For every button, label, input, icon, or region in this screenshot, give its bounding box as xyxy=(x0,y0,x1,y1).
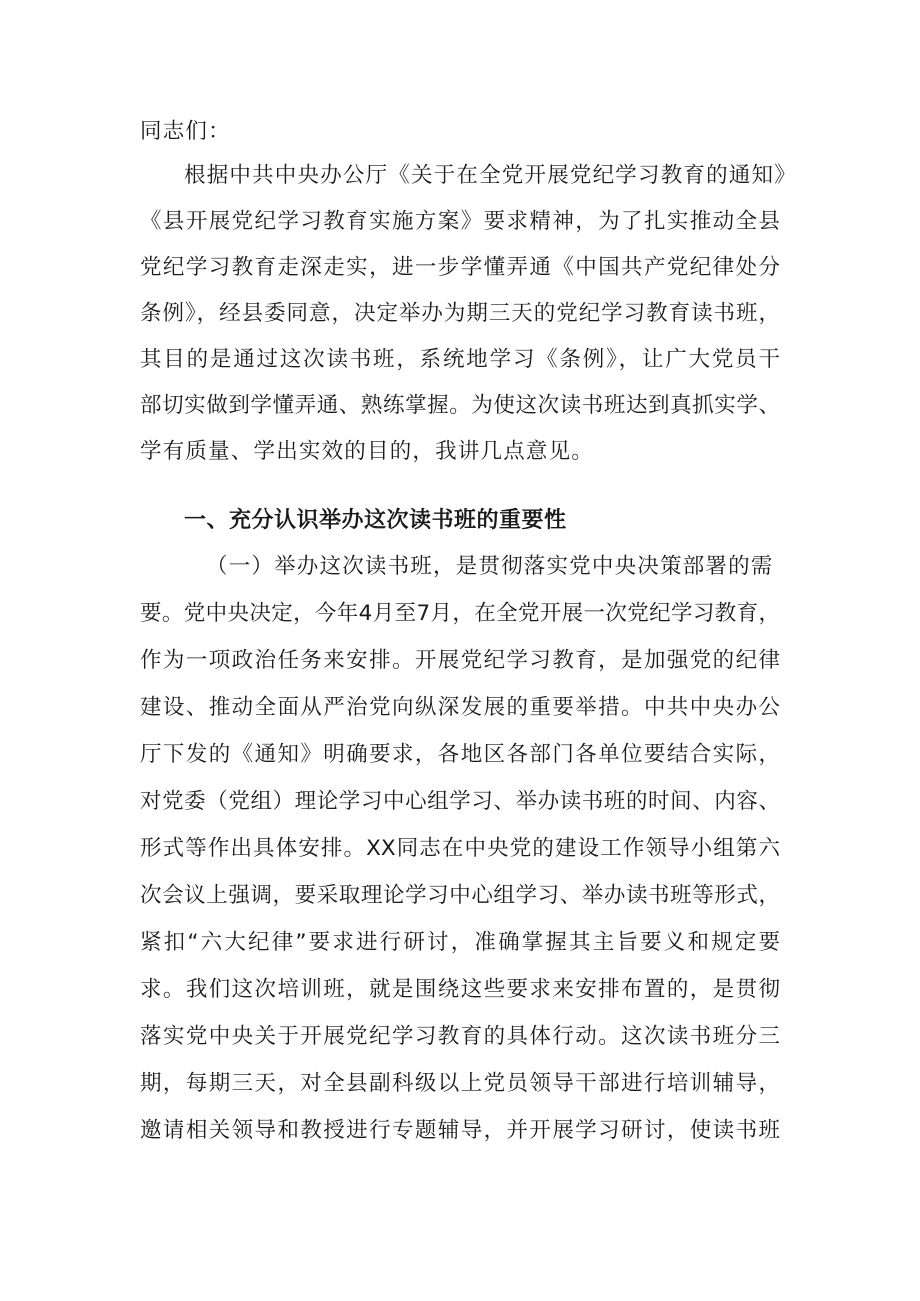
intro-line-4: 条例》，经县委同意，决定举办为期三天的党纪学习教育读书班， xyxy=(140,301,780,326)
section-1-1-line-8: 次会议上强调，要采取理论学习中心组学习、举办读书班等形式， xyxy=(140,883,780,908)
intro-line-5: 其目的是通过这次读书班，系统地学习《条例》，让广大党员干 xyxy=(140,347,780,372)
section-1-1-line-2: 要。党中央决定，今年4月至7月，在全党开展一次党纪学习教育， xyxy=(140,601,780,626)
intro-line-7: 学有质量、学出实效的目的，我讲几点意见。 xyxy=(140,439,595,464)
section-1-1-line-3: 作为一项政治任务来安排。开展党纪学习教育，是加强党的纪律 xyxy=(140,648,780,673)
section-1-1-line-7: 形式等作出具体安排。XX同志在中央党的建设工作领导小组第六 xyxy=(140,836,780,861)
intro-line-3: 党纪学习教育走深走实，进一步学懂弄通《中国共产党纪律处分 xyxy=(140,255,780,280)
intro-line-1: 根据中共中央办公厅《关于在全党开展党纪学习教育的通知》 xyxy=(184,163,797,188)
section-1-1-line-6: 对党委（党组）理论学习中心组学习、举办读书班的时间、内容、 xyxy=(140,789,780,814)
section-heading-1: 一、充分认识举办这次读书班的重要性 xyxy=(184,508,567,533)
section-1-1-line-9: 紧扣“六大纪律”要求进行研讨，准确掌握其主旨要义和规定要 xyxy=(140,930,780,955)
intro-line-6: 部切实做到学懂弄通、熟练掌握。为使这次读书班达到真抓实学、 xyxy=(140,393,780,418)
section-1-1-line-10: 求。我们这次培训班，就是围绕这些要求来安排布置的，是贯彻 xyxy=(140,977,780,1002)
section-1-1-line-1: （一）举办这次读书班，是贯彻落实党中央决策部署的需 xyxy=(206,554,774,579)
intro-line-2: 《县开展党纪学习教育实施方案》要求精神，为了扎实推动全县 xyxy=(140,209,780,234)
section-1-1-line-11: 落实党中央关于开展党纪学习教育的具体行动。这次读书班分三 xyxy=(140,1024,780,1049)
section-1-1-line-13: 邀请相关领导和教授进行专题辅导，并开展学习研讨，使读书班 xyxy=(140,1118,780,1143)
salutation: 同志们： xyxy=(140,119,231,144)
section-1-1-line-5: 厅下发的《通知》明确要求，各地区各部门各单位要结合实际， xyxy=(140,742,780,767)
section-1-1-line-4: 建设、推动全面从严治党向纵深发展的重要举措。中共中央办公 xyxy=(140,695,780,720)
section-1-1-line-12: 期，每期三天，对全县副科级以上党员领导干部进行培训辅导， xyxy=(140,1071,780,1096)
